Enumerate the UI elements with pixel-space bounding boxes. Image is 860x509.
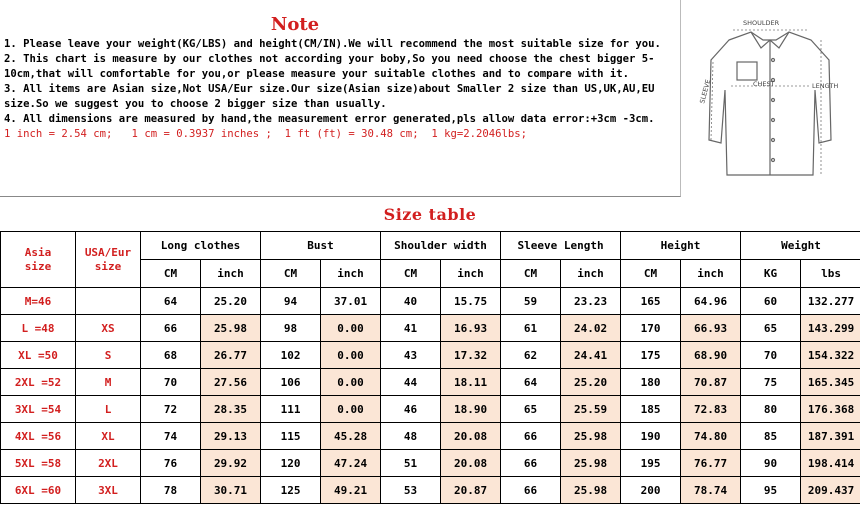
size-rows — [1, 288, 860, 504]
long-clothes-cm-cell: 64 — [141, 288, 201, 315]
shoulder-inch-cell: 15.75 — [441, 288, 501, 315]
header-row — [1, 232, 860, 260]
bust-cm-cell: 111 — [261, 396, 321, 423]
usa-size-cell: XS — [76, 315, 141, 342]
long-clothes-inch-cell: 29.92 — [201, 450, 261, 477]
long-clothes-inch-cell: 26.77 — [201, 342, 261, 369]
asia-size-cell: 6XL =60 — [1, 477, 76, 504]
long-clothes-cm-cell: 70 — [141, 369, 201, 396]
height-inch-cell: 76.77 — [681, 450, 741, 477]
weight-kg-cell: 90 — [741, 450, 801, 477]
usa-size-cell: M — [76, 369, 141, 396]
height-cm-cell: 180 — [621, 369, 681, 396]
note-lines — [4, 37, 678, 142]
shoulder-cm-cell: 46 — [381, 396, 441, 423]
size-table-title: Size table — [383, 205, 477, 224]
header-long-clothes: Long clothes — [141, 232, 261, 260]
bust-cm-cell: 120 — [261, 450, 321, 477]
height-cm-cell: 170 — [621, 315, 681, 342]
long-clothes-inch-cell: 25.98 — [201, 315, 261, 342]
long-clothes-cm-cell: 78 — [141, 477, 201, 504]
long-clothes-inch-cell: 25.20 — [201, 288, 261, 315]
table-row — [1, 423, 860, 450]
header-usa-line1: USA/Eur — [84, 245, 132, 259]
header-usa-line2: size — [94, 259, 122, 273]
unit-lbs: lbs — [801, 260, 860, 288]
shoulder-cm-cell: 48 — [381, 423, 441, 450]
long-clothes-inch-cell: 28.35 — [201, 396, 261, 423]
sleeve-inch-cell: 25.59 — [561, 396, 621, 423]
shoulder-inch-cell: 20.87 — [441, 477, 501, 504]
note-title: Note — [270, 14, 320, 35]
usa-size-cell: L — [76, 396, 141, 423]
height-inch-cell: 78.74 — [681, 477, 741, 504]
unit-cm: CM — [261, 260, 321, 288]
shoulder-cm-cell: 43 — [381, 342, 441, 369]
shirt-icon — [681, 0, 860, 196]
weight-lbs-cell: 198.414 — [801, 450, 860, 477]
label-chest: CHEST — [753, 80, 775, 88]
weight-kg-cell: 60 — [741, 288, 801, 315]
unit-inch: inch — [561, 260, 621, 288]
unit-conversion: 1 inch = 2.54 cm; 1 cm = 0.3937 inches ; 1 ft (ft) = 30.48 cm; 1 kg=2.2046lbs; — [4, 128, 527, 140]
weight-kg-cell: 85 — [741, 423, 801, 450]
bust-cm-cell: 94 — [261, 288, 321, 315]
unit-inch: inch — [321, 260, 381, 288]
asia-size-cell: 3XL =54 — [1, 396, 76, 423]
sleeve-inch-cell: 25.98 — [561, 477, 621, 504]
bust-cm-cell: 102 — [261, 342, 321, 369]
size-table — [0, 231, 860, 504]
table-row — [1, 477, 860, 504]
sleeve-cm-cell: 64 — [501, 369, 561, 396]
sleeve-inch-cell: 24.41 — [561, 342, 621, 369]
weight-kg-cell: 70 — [741, 342, 801, 369]
header-usa-size — [76, 232, 141, 288]
asia-size-cell: L =48 — [1, 315, 76, 342]
table-row — [1, 288, 860, 315]
bust-inch-cell: 49.21 — [321, 477, 381, 504]
sleeve-inch-cell: 25.98 — [561, 423, 621, 450]
weight-lbs-cell: 154.322 — [801, 342, 860, 369]
height-cm-cell: 165 — [621, 288, 681, 315]
long-clothes-cm-cell: 66 — [141, 315, 201, 342]
bust-cm-cell: 98 — [261, 315, 321, 342]
bust-inch-cell: 0.00 — [321, 342, 381, 369]
unit-kg: KG — [741, 260, 801, 288]
shoulder-cm-cell: 41 — [381, 315, 441, 342]
label-length: LENGTH — [812, 82, 839, 90]
height-cm-cell: 190 — [621, 423, 681, 450]
bust-inch-cell: 0.00 — [321, 369, 381, 396]
shoulder-cm-cell: 40 — [381, 288, 441, 315]
sleeve-inch-cell: 24.02 — [561, 315, 621, 342]
usa-size-cell — [76, 288, 141, 315]
header-asia-line2: size — [24, 259, 52, 273]
usa-size-cell: S — [76, 342, 141, 369]
header-asia-line1: Asia — [24, 245, 52, 259]
height-inch-cell: 74.80 — [681, 423, 741, 450]
shoulder-inch-cell: 17.32 — [441, 342, 501, 369]
table-row — [1, 342, 860, 369]
shoulder-cm-cell: 53 — [381, 477, 441, 504]
asia-size-cell: 5XL =58 — [1, 450, 76, 477]
height-inch-cell: 70.87 — [681, 369, 741, 396]
unit-inch: inch — [681, 260, 741, 288]
weight-kg-cell: 95 — [741, 477, 801, 504]
long-clothes-inch-cell: 27.56 — [201, 369, 261, 396]
bust-inch-cell: 37.01 — [321, 288, 381, 315]
sleeve-cm-cell: 59 — [501, 288, 561, 315]
shirt-measurement-diagram — [681, 0, 860, 196]
shoulder-inch-cell: 16.93 — [441, 315, 501, 342]
table-row — [1, 369, 860, 396]
long-clothes-cm-cell: 72 — [141, 396, 201, 423]
bust-inch-cell: 45.28 — [321, 423, 381, 450]
weight-lbs-cell: 165.345 — [801, 369, 860, 396]
long-clothes-cm-cell: 68 — [141, 342, 201, 369]
bust-inch-cell: 47.24 — [321, 450, 381, 477]
bust-cm-cell: 125 — [261, 477, 321, 504]
sleeve-cm-cell: 61 — [501, 315, 561, 342]
unit-inch: inch — [441, 260, 501, 288]
shoulder-inch-cell: 18.11 — [441, 369, 501, 396]
usa-size-cell: 3XL — [76, 477, 141, 504]
bust-cm-cell: 106 — [261, 369, 321, 396]
sleeve-inch-cell: 25.20 — [561, 369, 621, 396]
unit-cm: CM — [381, 260, 441, 288]
label-shoulder: SHOULDER — [743, 19, 780, 27]
unit-cm: CM — [621, 260, 681, 288]
sleeve-cm-cell: 66 — [501, 450, 561, 477]
asia-size-cell: M=46 — [1, 288, 76, 315]
header-weight: Weight — [741, 232, 860, 260]
note-panel — [0, 0, 681, 197]
usa-size-cell: 2XL — [76, 450, 141, 477]
unit-inch: inch — [201, 260, 261, 288]
sleeve-cm-cell: 65 — [501, 396, 561, 423]
weight-kg-cell: 75 — [741, 369, 801, 396]
bust-cm-cell: 115 — [261, 423, 321, 450]
unit-cm: CM — [141, 260, 201, 288]
bust-inch-cell: 0.00 — [321, 315, 381, 342]
asia-size-cell: XL =50 — [1, 342, 76, 369]
height-inch-cell: 72.83 — [681, 396, 741, 423]
table-row — [1, 450, 860, 477]
note-line-1: 1. Please leave your weight(KG/LBS) and height(CM/IN).We will recommend the most suitable size for you. — [4, 38, 661, 50]
shoulder-cm-cell: 51 — [381, 450, 441, 477]
table-row — [1, 396, 860, 423]
long-clothes-cm-cell: 74 — [141, 423, 201, 450]
height-inch-cell: 64.96 — [681, 288, 741, 315]
shoulder-inch-cell: 18.90 — [441, 396, 501, 423]
header-height: Height — [621, 232, 741, 260]
note-line-2: 2. This chart is measure by our clothes not according your boby,So you need choose the chest bigger 5-10cm,that will comfortable for you,or please measure your suitable clothes and to compare with it. — [4, 53, 655, 80]
long-clothes-cm-cell: 76 — [141, 450, 201, 477]
shoulder-inch-cell: 20.08 — [441, 423, 501, 450]
height-cm-cell: 200 — [621, 477, 681, 504]
sleeve-cm-cell: 66 — [501, 423, 561, 450]
long-clothes-inch-cell: 29.13 — [201, 423, 261, 450]
weight-lbs-cell: 209.437 — [801, 477, 860, 504]
height-cm-cell: 195 — [621, 450, 681, 477]
header-shoulder-width: Shoulder width — [381, 232, 501, 260]
asia-size-cell: 2XL =52 — [1, 369, 76, 396]
weight-lbs-cell: 132.277 — [801, 288, 860, 315]
asia-size-cell: 4XL =56 — [1, 423, 76, 450]
weight-lbs-cell: 176.368 — [801, 396, 860, 423]
sleeve-cm-cell: 62 — [501, 342, 561, 369]
bust-inch-cell: 0.00 — [321, 396, 381, 423]
usa-size-cell: XL — [76, 423, 141, 450]
long-clothes-inch-cell: 30.71 — [201, 477, 261, 504]
note-line-4: 4. All dimensions are measured by hand,the measurement error generated,pls allow data error:+3cm -3cm. — [4, 113, 655, 125]
header-sleeve-length: Sleeve Length — [501, 232, 621, 260]
table-row — [1, 315, 860, 342]
height-inch-cell: 66.93 — [681, 315, 741, 342]
shoulder-cm-cell: 44 — [381, 369, 441, 396]
weight-kg-cell: 80 — [741, 396, 801, 423]
height-cm-cell: 175 — [621, 342, 681, 369]
sleeve-inch-cell: 25.98 — [561, 450, 621, 477]
header-bust: Bust — [261, 232, 381, 260]
weight-kg-cell: 65 — [741, 315, 801, 342]
shoulder-inch-cell: 20.08 — [441, 450, 501, 477]
weight-lbs-cell: 187.391 — [801, 423, 860, 450]
sleeve-inch-cell: 23.23 — [561, 288, 621, 315]
header-asia-size — [1, 232, 76, 288]
weight-lbs-cell: 143.299 — [801, 315, 860, 342]
unit-cm: CM — [501, 260, 561, 288]
sleeve-cm-cell: 66 — [501, 477, 561, 504]
height-inch-cell: 68.90 — [681, 342, 741, 369]
height-cm-cell: 185 — [621, 396, 681, 423]
label-sleeve: SLEEVE — [698, 78, 713, 105]
note-line-3: 3. All items are Asian size,Not USA/Eur size.Our size(Asian size)about Smaller 2 size than US,UK,AU,EU size.So we suggest you to choose 2 bigger size than usually. — [4, 83, 661, 110]
